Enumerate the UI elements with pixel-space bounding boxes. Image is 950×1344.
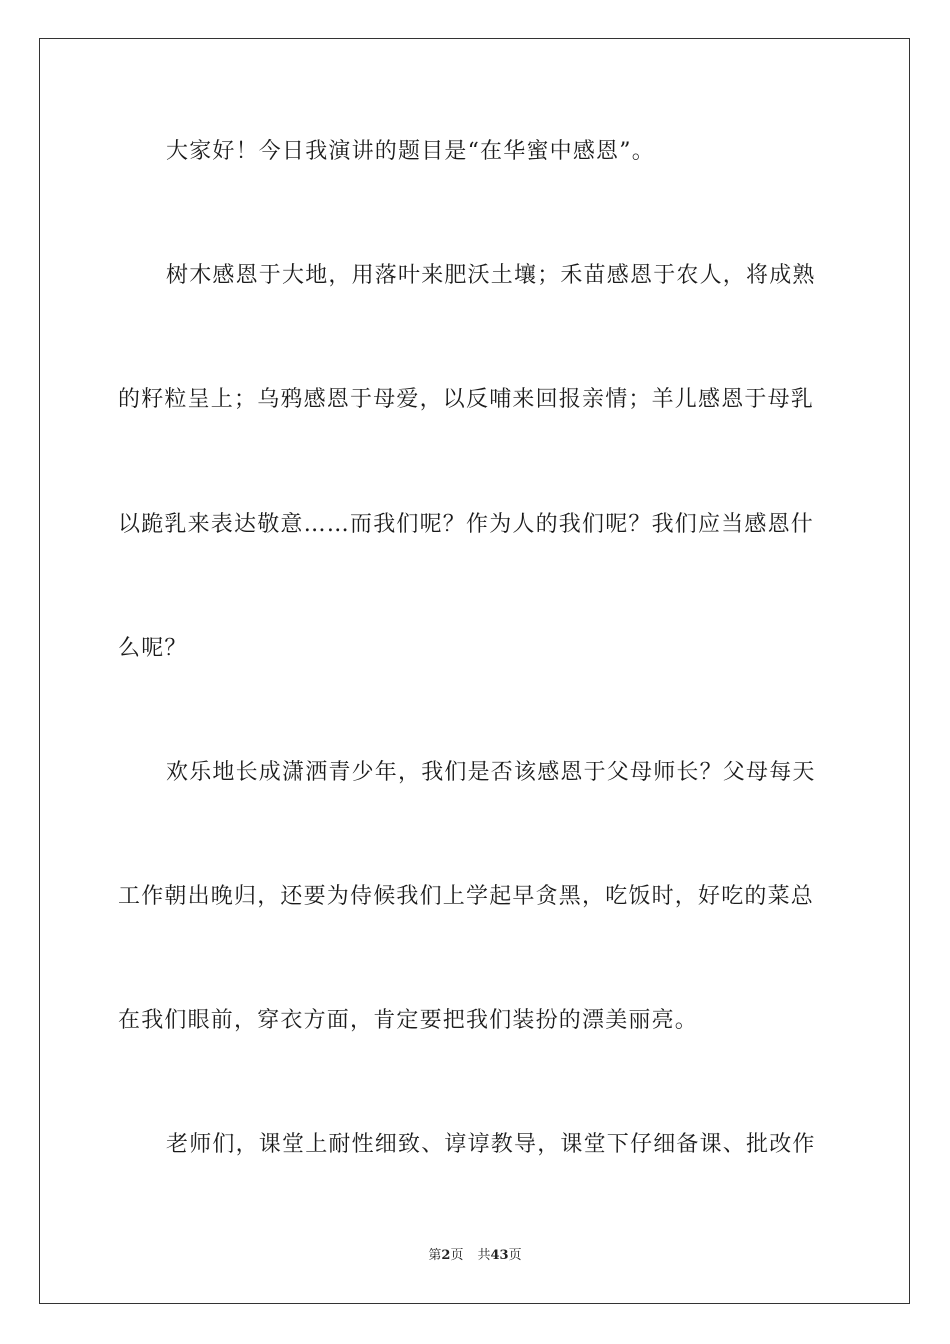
paragraph-line-3: 的籽粒呈上；乌鸦感恩于母爱，以反哺来回报亲情；羊儿感恩于母乳 bbox=[118, 387, 815, 412]
page-suffix: 页 bbox=[450, 1248, 464, 1263]
paragraph-line-4: 以跪乳来表达敬意……而我们呢？作为人的我们呢？我们应当感恩什 bbox=[118, 512, 815, 537]
page-prefix: 第 bbox=[428, 1248, 442, 1263]
page-footer bbox=[0, 1247, 950, 1265]
total-suffix: 页 bbox=[508, 1248, 522, 1263]
paragraph-line-9: 老师们，课堂上耐性细致、谆谆教导，课堂下仔细备课、批改作 bbox=[166, 1132, 816, 1157]
paragraph-line-2: 树木感恩于大地，用落叶来肥沃土壤；禾苗感恩于农人，将成熟 bbox=[166, 263, 816, 288]
paragraph-line-1: 大家好！今日我演讲的题目是“在华蜜中感恩”。 bbox=[166, 139, 655, 164]
paragraph-line-6: 欢乐地长成潇洒青少年，我们是否该感恩于父母师长？父母每天 bbox=[166, 760, 816, 785]
page-border bbox=[39, 38, 910, 1304]
paragraph-line-5: 么呢？ bbox=[118, 636, 188, 661]
total-prefix: 共 bbox=[477, 1248, 491, 1263]
paragraph-line-8: 在我们眼前，穿衣方面，肯定要把我们装扮的漂美丽亮。 bbox=[118, 1008, 699, 1033]
total-pages: 43 bbox=[490, 1248, 509, 1263]
paragraph-line-7: 工作朝出晚归，还要为侍候我们上学起早贪黑，吃饭时，好吃的菜总 bbox=[118, 884, 815, 909]
page-number: 2 bbox=[441, 1248, 451, 1263]
